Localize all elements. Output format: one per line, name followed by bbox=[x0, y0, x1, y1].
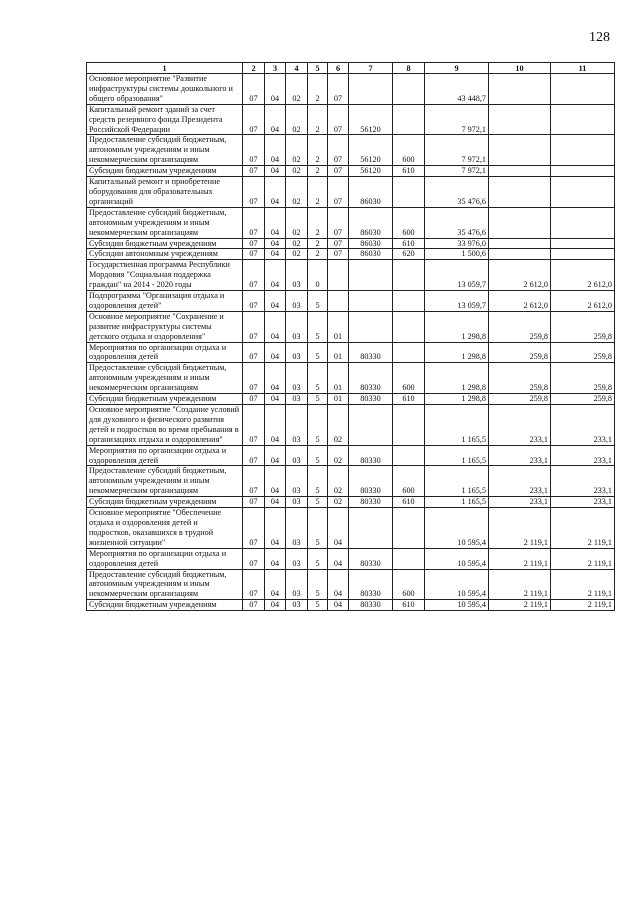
table-cell bbox=[349, 311, 393, 342]
table-cell bbox=[489, 74, 551, 105]
page-number: 128 bbox=[589, 30, 610, 45]
table-cell: 7 972,1 bbox=[425, 135, 489, 166]
table-cell: 80330 bbox=[349, 548, 393, 569]
table-cell: 2 612,0 bbox=[489, 260, 551, 291]
table-cell: 03 bbox=[286, 508, 308, 549]
table-cell: 03 bbox=[286, 260, 308, 291]
table-row bbox=[87, 394, 615, 405]
column-header: 2 bbox=[243, 63, 265, 74]
column-header: 11 bbox=[551, 63, 615, 74]
column-header: 1 bbox=[87, 63, 243, 74]
table-cell: 03 bbox=[286, 600, 308, 611]
table-cell: 07 bbox=[243, 166, 265, 177]
table-cell bbox=[328, 291, 349, 312]
table-cell: 2 119,1 bbox=[551, 569, 615, 600]
table-cell: 5 bbox=[308, 466, 328, 497]
table-cell: 07 bbox=[243, 363, 265, 394]
row-label: Основное мероприятие "Обеспечение отдыха и оздоровления детей и подростков, оказавшихся в трудной жизненной ситуации" bbox=[87, 508, 243, 549]
table-cell bbox=[393, 74, 425, 105]
table-cell: 2 119,1 bbox=[551, 508, 615, 549]
row-label: Капитальный ремонт зданий за счет средств резервного фонда Президента Российской Федерации bbox=[87, 104, 243, 135]
table-cell: 233,1 bbox=[489, 466, 551, 497]
table-cell: 1 298,8 bbox=[425, 394, 489, 405]
table-cell: 07 bbox=[243, 207, 265, 238]
table-cell: 233,1 bbox=[551, 497, 615, 508]
table-cell: 04 bbox=[328, 548, 349, 569]
table-cell: 233,1 bbox=[489, 497, 551, 508]
table-cell: 04 bbox=[328, 569, 349, 600]
table-cell: 02 bbox=[286, 249, 308, 260]
table-cell: 01 bbox=[328, 311, 349, 342]
table-cell: 259,8 bbox=[551, 342, 615, 363]
table-cell: 80330 bbox=[349, 445, 393, 466]
table-cell: 56120 bbox=[349, 166, 393, 177]
row-label: Государственная программа Республики Мордовия "Социальная поддержка граждан" на 2014 - 2020 годы bbox=[87, 260, 243, 291]
table-cell: 10 595,4 bbox=[425, 569, 489, 600]
column-header: 7 bbox=[349, 63, 393, 74]
table-cell: 04 bbox=[265, 466, 286, 497]
row-label: Предоставление субсидий бюджетным, автономным учреждениям и иным некоммерческим организациям bbox=[87, 569, 243, 600]
table-cell: 07 bbox=[328, 104, 349, 135]
table-cell: 03 bbox=[286, 405, 308, 446]
row-label: Субсидии бюджетным учреждениям bbox=[87, 238, 243, 249]
table-cell: 02 bbox=[286, 238, 308, 249]
table-cell bbox=[551, 249, 615, 260]
table-cell: 1 298,8 bbox=[425, 342, 489, 363]
table-cell: 80330 bbox=[349, 569, 393, 600]
row-label: Мероприятия по организации отдыха и оздоровления детей bbox=[87, 342, 243, 363]
table-cell: 03 bbox=[286, 466, 308, 497]
table-cell: 10 595,4 bbox=[425, 600, 489, 611]
table-row bbox=[87, 405, 615, 446]
table-row bbox=[87, 600, 615, 611]
table-body bbox=[87, 74, 615, 611]
table-cell: 02 bbox=[286, 207, 308, 238]
table-cell: 233,1 bbox=[551, 405, 615, 446]
row-label: Мероприятия по организации отдыха и оздоровления детей bbox=[87, 548, 243, 569]
row-label: Предоставление субсидий бюджетным, автономным учреждениям и иным некоммерческим организациям bbox=[87, 363, 243, 394]
table-cell: 2 bbox=[308, 238, 328, 249]
table-cell: 610 bbox=[393, 238, 425, 249]
table-cell: 04 bbox=[265, 508, 286, 549]
table-row bbox=[87, 135, 615, 166]
table-cell: 04 bbox=[265, 600, 286, 611]
table-row bbox=[87, 548, 615, 569]
table-cell: 07 bbox=[243, 238, 265, 249]
table-cell bbox=[393, 291, 425, 312]
table-cell bbox=[393, 405, 425, 446]
table-cell: 80330 bbox=[349, 394, 393, 405]
table-cell: 80330 bbox=[349, 363, 393, 394]
table-cell: 04 bbox=[265, 342, 286, 363]
table-cell: 02 bbox=[328, 445, 349, 466]
table-cell: 2 bbox=[308, 74, 328, 105]
table-cell: 04 bbox=[265, 74, 286, 105]
table-cell: 03 bbox=[286, 548, 308, 569]
table-row bbox=[87, 363, 615, 394]
table-cell bbox=[489, 166, 551, 177]
column-header: 6 bbox=[328, 63, 349, 74]
table-cell: 07 bbox=[328, 249, 349, 260]
table-cell bbox=[349, 508, 393, 549]
row-label: Основное мероприятие "Развитие инфраструктуры системы дошкольного и общего образования" bbox=[87, 74, 243, 105]
table-cell: 07 bbox=[243, 405, 265, 446]
table-header-row bbox=[87, 63, 615, 74]
table-cell: 2 bbox=[308, 166, 328, 177]
row-label: Субсидии бюджетным учреждениям bbox=[87, 166, 243, 177]
table-cell: 04 bbox=[265, 569, 286, 600]
table-cell: 04 bbox=[265, 135, 286, 166]
row-label: Подпрограмма "Организация отдыха и оздоровления детей" bbox=[87, 291, 243, 312]
table-cell: 07 bbox=[243, 291, 265, 312]
table-row bbox=[87, 207, 615, 238]
table-cell: 610 bbox=[393, 497, 425, 508]
table-cell: 43 448,7 bbox=[425, 74, 489, 105]
table-cell: 01 bbox=[328, 363, 349, 394]
column-header: 3 bbox=[265, 63, 286, 74]
row-label: Предоставление субсидий бюджетным, автономным учреждениям и иным некоммерческим организациям bbox=[87, 135, 243, 166]
table-cell bbox=[393, 445, 425, 466]
table-cell: 02 bbox=[286, 177, 308, 208]
table-cell: 56120 bbox=[349, 135, 393, 166]
table-cell: 1 298,8 bbox=[425, 363, 489, 394]
row-label: Мероприятия по организации отдыха и оздоровления детей bbox=[87, 445, 243, 466]
table-cell: 04 bbox=[265, 445, 286, 466]
table-cell: 80330 bbox=[349, 600, 393, 611]
table-cell: 1 165,5 bbox=[425, 497, 489, 508]
table-cell: 86030 bbox=[349, 238, 393, 249]
table-cell: 04 bbox=[265, 363, 286, 394]
table-cell: 5 bbox=[308, 600, 328, 611]
row-label: Субсидии бюджетным учреждениям bbox=[87, 394, 243, 405]
table-cell bbox=[489, 249, 551, 260]
table-row bbox=[87, 497, 615, 508]
table-cell bbox=[393, 342, 425, 363]
table-cell: 07 bbox=[328, 177, 349, 208]
table-cell: 2 119,1 bbox=[551, 548, 615, 569]
table-cell: 33 976,0 bbox=[425, 238, 489, 249]
table-cell: 07 bbox=[243, 249, 265, 260]
table-cell: 04 bbox=[265, 311, 286, 342]
table-cell: 2 119,1 bbox=[489, 548, 551, 569]
table-cell: 07 bbox=[243, 104, 265, 135]
table-cell: 610 bbox=[393, 166, 425, 177]
table-cell: 04 bbox=[265, 405, 286, 446]
table-cell: 04 bbox=[265, 177, 286, 208]
table-cell: 610 bbox=[393, 600, 425, 611]
table-cell: 04 bbox=[265, 260, 286, 291]
table-cell: 04 bbox=[328, 600, 349, 611]
table-cell: 259,8 bbox=[551, 311, 615, 342]
table-cell: 2 bbox=[308, 135, 328, 166]
table-cell: 1 165,5 bbox=[425, 466, 489, 497]
table-cell bbox=[551, 166, 615, 177]
table-cell: 5 bbox=[308, 394, 328, 405]
table-cell: 07 bbox=[243, 135, 265, 166]
row-label: Предоставление субсидий бюджетным, автономным учреждениям и иным некоммерческим организациям bbox=[87, 207, 243, 238]
table-cell: 5 bbox=[308, 508, 328, 549]
table-cell bbox=[393, 177, 425, 208]
table-cell: 04 bbox=[265, 104, 286, 135]
table-cell: 600 bbox=[393, 569, 425, 600]
table-cell: 13 059,7 bbox=[425, 260, 489, 291]
table-row bbox=[87, 249, 615, 260]
table-cell: 03 bbox=[286, 394, 308, 405]
table-cell: 35 476,6 bbox=[425, 177, 489, 208]
table-cell: 01 bbox=[328, 394, 349, 405]
column-header: 10 bbox=[489, 63, 551, 74]
table-cell: 1 165,5 bbox=[425, 445, 489, 466]
table-cell: 2 612,0 bbox=[551, 260, 615, 291]
table-cell bbox=[393, 311, 425, 342]
table-row bbox=[87, 166, 615, 177]
table-cell: 5 bbox=[308, 445, 328, 466]
table-cell: 03 bbox=[286, 342, 308, 363]
table-cell: 02 bbox=[328, 497, 349, 508]
table-cell: 04 bbox=[265, 166, 286, 177]
table-cell bbox=[489, 238, 551, 249]
budget-table bbox=[86, 62, 615, 611]
table-cell: 80330 bbox=[349, 466, 393, 497]
table-cell: 2 bbox=[308, 249, 328, 260]
table-cell: 03 bbox=[286, 291, 308, 312]
table-cell bbox=[489, 135, 551, 166]
table-cell: 04 bbox=[265, 394, 286, 405]
row-label: Предоставление субсидий бюджетным, автономным учреждениям и иным некоммерческим организациям bbox=[87, 466, 243, 497]
table-cell: 03 bbox=[286, 311, 308, 342]
table-cell: 07 bbox=[243, 497, 265, 508]
table-cell: 600 bbox=[393, 466, 425, 497]
table-cell: 03 bbox=[286, 497, 308, 508]
column-header: 5 bbox=[308, 63, 328, 74]
table-cell: 259,8 bbox=[489, 342, 551, 363]
table-cell: 10 595,4 bbox=[425, 508, 489, 549]
table-cell: 2 612,0 bbox=[489, 291, 551, 312]
table-cell bbox=[551, 104, 615, 135]
table-row bbox=[87, 177, 615, 208]
table-cell: 80330 bbox=[349, 497, 393, 508]
table-cell: 259,8 bbox=[551, 394, 615, 405]
table-cell bbox=[551, 177, 615, 208]
table-cell: 07 bbox=[243, 394, 265, 405]
table-row bbox=[87, 508, 615, 549]
table-cell: 1 165,5 bbox=[425, 405, 489, 446]
table-cell: 86030 bbox=[349, 177, 393, 208]
table-cell: 2 612,0 bbox=[551, 291, 615, 312]
table-cell: 5 bbox=[308, 342, 328, 363]
table-cell bbox=[489, 177, 551, 208]
table-cell: 2 119,1 bbox=[489, 508, 551, 549]
table-cell: 5 bbox=[308, 497, 328, 508]
table-cell bbox=[551, 207, 615, 238]
table-cell bbox=[393, 508, 425, 549]
table-cell: 2 119,1 bbox=[489, 569, 551, 600]
table-cell: 04 bbox=[265, 548, 286, 569]
table-cell: 233,1 bbox=[489, 445, 551, 466]
table-cell: 02 bbox=[286, 104, 308, 135]
table-cell: 600 bbox=[393, 207, 425, 238]
table-cell: 13 059,7 bbox=[425, 291, 489, 312]
table-cell: 5 bbox=[308, 363, 328, 394]
table-cell: 2 bbox=[308, 177, 328, 208]
table-cell: 80330 bbox=[349, 342, 393, 363]
table-cell bbox=[349, 405, 393, 446]
table-cell bbox=[349, 291, 393, 312]
row-label: Субсидии бюджетным учреждениям bbox=[87, 497, 243, 508]
table-cell: 07 bbox=[243, 311, 265, 342]
table-cell: 600 bbox=[393, 363, 425, 394]
table-cell: 2 bbox=[308, 207, 328, 238]
table-cell bbox=[393, 104, 425, 135]
table-cell: 02 bbox=[328, 405, 349, 446]
table-cell: 10 595,4 bbox=[425, 548, 489, 569]
row-label: Основное мероприятие "Создание условий для духовного и физического развития детей и подростков во время пребывания в организациях отдыха и оздоровления" bbox=[87, 405, 243, 446]
table-cell: 07 bbox=[328, 135, 349, 166]
table-cell bbox=[489, 104, 551, 135]
table-cell bbox=[328, 260, 349, 291]
column-header: 8 bbox=[393, 63, 425, 74]
row-label: Капитальный ремонт и приобретение оборудования для образовательных организаций bbox=[87, 177, 243, 208]
table-cell: 2 119,1 bbox=[489, 600, 551, 611]
table-cell: 03 bbox=[286, 569, 308, 600]
table-cell: 86030 bbox=[349, 249, 393, 260]
table-cell: 259,8 bbox=[489, 311, 551, 342]
table-cell: 1 298,8 bbox=[425, 311, 489, 342]
table-cell: 5 bbox=[308, 548, 328, 569]
table-cell: 259,8 bbox=[489, 363, 551, 394]
table-cell: 07 bbox=[243, 508, 265, 549]
row-label: Субсидии автономным учреждениям bbox=[87, 249, 243, 260]
table-cell: 07 bbox=[243, 445, 265, 466]
table-cell: 03 bbox=[286, 363, 308, 394]
table-cell: 620 bbox=[393, 249, 425, 260]
table-cell bbox=[551, 238, 615, 249]
table-cell bbox=[349, 74, 393, 105]
table-cell bbox=[393, 548, 425, 569]
row-label: Субсидии бюджетным учреждениям bbox=[87, 600, 243, 611]
table-cell: 07 bbox=[328, 238, 349, 249]
table-cell: 610 bbox=[393, 394, 425, 405]
table-cell bbox=[393, 260, 425, 291]
table-cell: 5 bbox=[308, 569, 328, 600]
table-row bbox=[87, 569, 615, 600]
table-cell: 2 119,1 bbox=[551, 600, 615, 611]
table-cell: 07 bbox=[243, 600, 265, 611]
table-cell: 02 bbox=[286, 135, 308, 166]
table-row bbox=[87, 74, 615, 105]
table-cell: 07 bbox=[243, 342, 265, 363]
table-cell: 07 bbox=[243, 260, 265, 291]
row-label: Основное мероприятие "Сохранение и развитие инфраструктуры системы детского отдыха и оздоровления" bbox=[87, 311, 243, 342]
table-cell: 04 bbox=[265, 207, 286, 238]
table-cell: 233,1 bbox=[551, 466, 615, 497]
table-cell: 233,1 bbox=[489, 405, 551, 446]
table-cell: 07 bbox=[328, 207, 349, 238]
table-cell: 02 bbox=[286, 166, 308, 177]
table-cell: 01 bbox=[328, 342, 349, 363]
table-cell: 07 bbox=[328, 166, 349, 177]
table-cell: 07 bbox=[243, 548, 265, 569]
table-cell: 07 bbox=[243, 569, 265, 600]
table-cell: 259,8 bbox=[551, 363, 615, 394]
table-cell: 04 bbox=[265, 238, 286, 249]
table-cell: 0 bbox=[308, 260, 328, 291]
table-cell: 7 972,1 bbox=[425, 166, 489, 177]
table-cell: 2 bbox=[308, 104, 328, 135]
table-row bbox=[87, 445, 615, 466]
table-cell: 04 bbox=[265, 249, 286, 260]
table-cell bbox=[551, 135, 615, 166]
table-row bbox=[87, 342, 615, 363]
table-cell: 1 500,6 bbox=[425, 249, 489, 260]
table-cell: 35 476,6 bbox=[425, 207, 489, 238]
column-header: 4 bbox=[286, 63, 308, 74]
table-cell: 02 bbox=[286, 74, 308, 105]
table-cell: 03 bbox=[286, 445, 308, 466]
table-cell: 56120 bbox=[349, 104, 393, 135]
table-row bbox=[87, 311, 615, 342]
table-cell: 259,8 bbox=[489, 394, 551, 405]
table-cell: 07 bbox=[243, 74, 265, 105]
table-cell bbox=[489, 207, 551, 238]
table-cell: 02 bbox=[328, 466, 349, 497]
table-row bbox=[87, 104, 615, 135]
table-cell bbox=[551, 74, 615, 105]
table-cell bbox=[349, 260, 393, 291]
table-cell: 5 bbox=[308, 291, 328, 312]
table-cell: 7 972,1 bbox=[425, 104, 489, 135]
table-cell: 07 bbox=[328, 74, 349, 105]
table-cell: 5 bbox=[308, 311, 328, 342]
table-row bbox=[87, 260, 615, 291]
table-cell: 07 bbox=[243, 466, 265, 497]
table-cell: 5 bbox=[308, 405, 328, 446]
table-row bbox=[87, 466, 615, 497]
table-cell: 04 bbox=[265, 497, 286, 508]
table-cell: 07 bbox=[243, 177, 265, 208]
table-row bbox=[87, 291, 615, 312]
table-cell: 86030 bbox=[349, 207, 393, 238]
table-cell: 04 bbox=[328, 508, 349, 549]
column-header: 9 bbox=[425, 63, 489, 74]
table-row bbox=[87, 238, 615, 249]
table-cell: 04 bbox=[265, 291, 286, 312]
table-cell: 233,1 bbox=[551, 445, 615, 466]
table-cell: 600 bbox=[393, 135, 425, 166]
